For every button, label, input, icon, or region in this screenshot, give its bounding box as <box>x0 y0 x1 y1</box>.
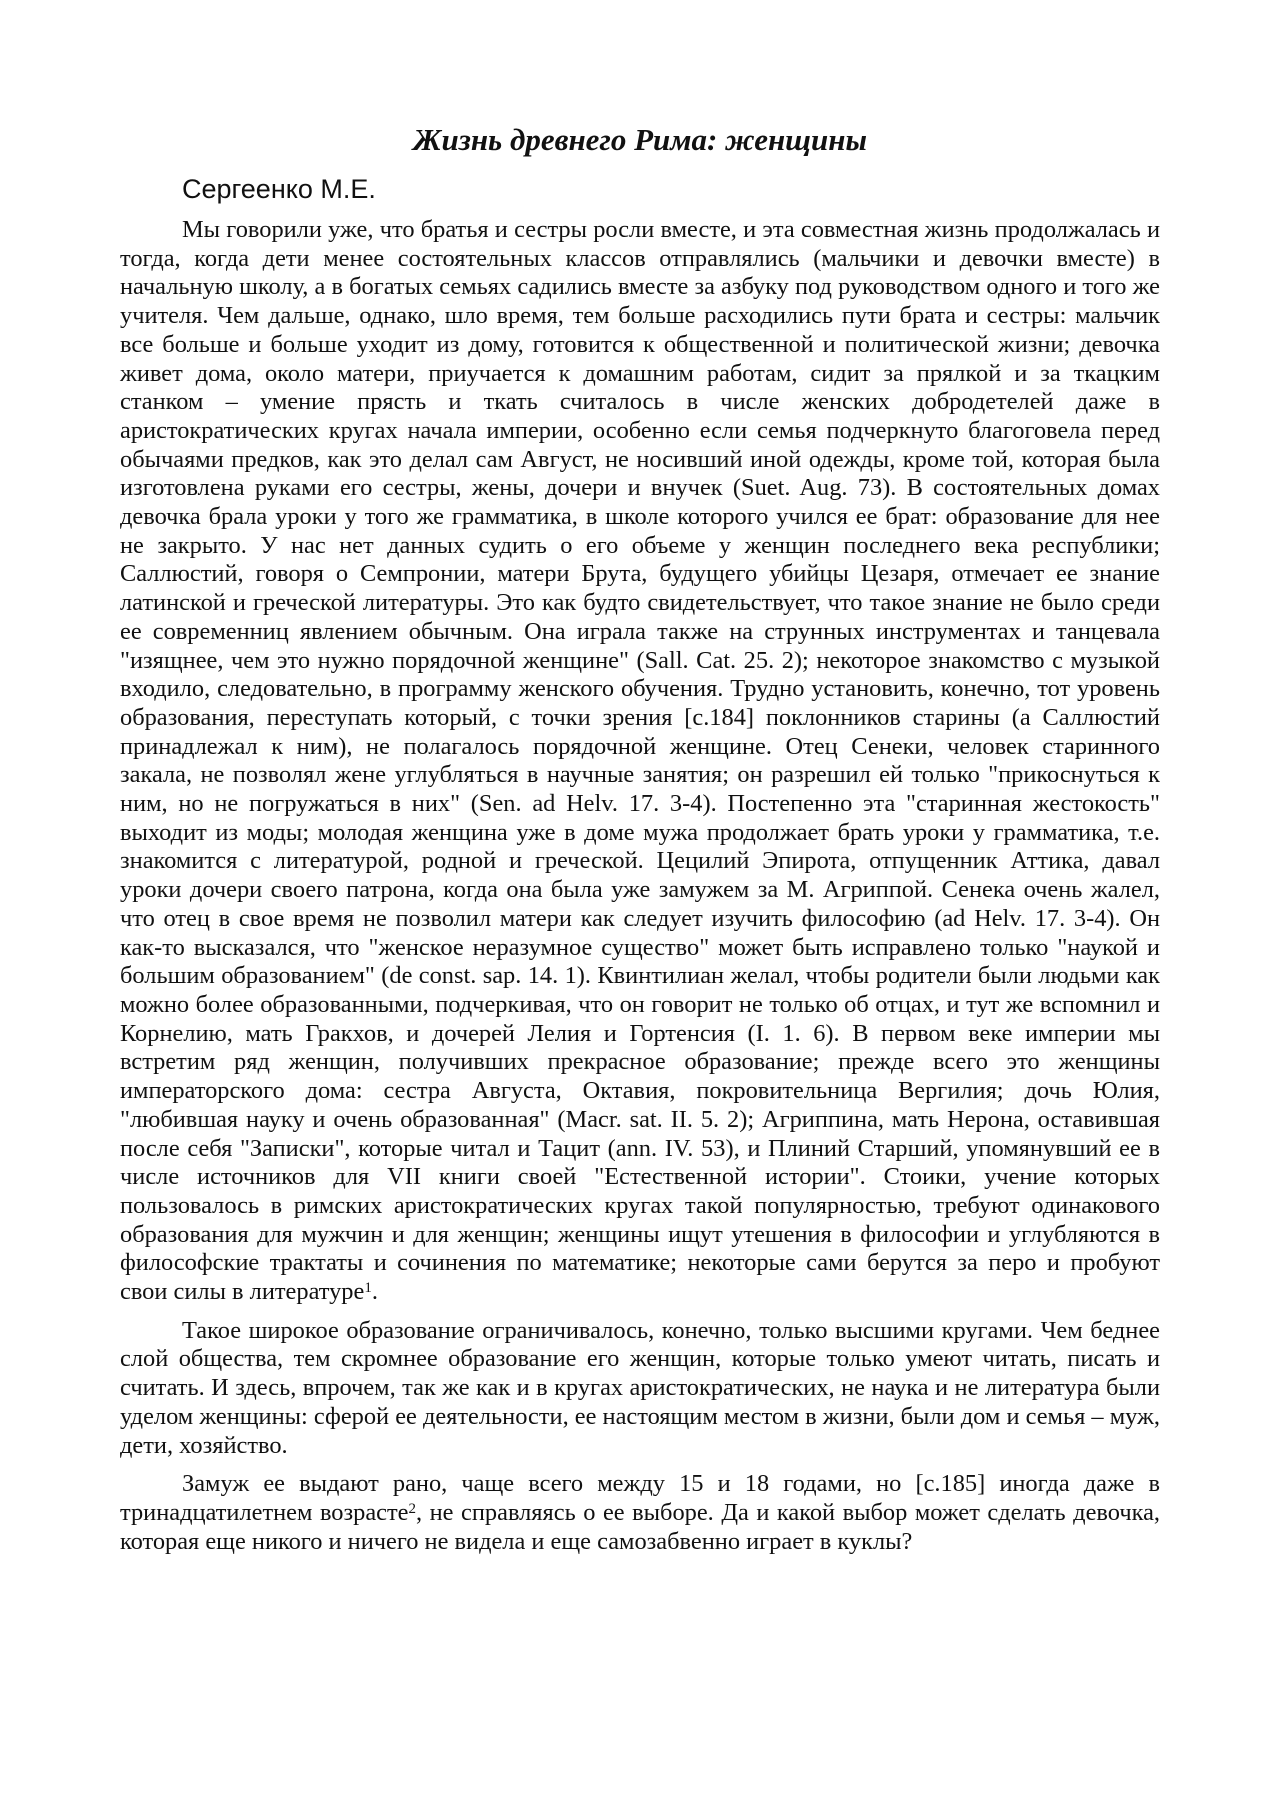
footnote-ref-1[interactable]: 1 <box>364 1280 372 1297</box>
paragraph-1 <box>120 216 1160 1307</box>
paragraph-1-end: . <box>371 1278 378 1306</box>
document-body <box>120 216 1160 1556</box>
document-author: Сергеенко М.Е. <box>182 174 376 204</box>
document-title: Жизнь древнего Рима: женщины <box>413 122 867 157</box>
paragraph-1-text: Мы говорили уже, что братья и сестры росли вместе, и эта совместная жизнь продолжалась и тогда, когда дети менее состоятельных классов отправлялись (мальчики и девочки вместе) в начальную школу, а в богатых семьях садились вместе за азбуку под руководством одного и того же учителя. Чем дальше, однако, шло время, тем больше расходились пути брата и сестры: мальчик все больше и больше уходит из дому, готовится к общественной и политической жизни; девочка живет дома, около матери, приучается к домашним работам, сидит за прялкой и за ткацким станком – умение прясть и ткать считалось в числе женских добродетелей даже в аристократических кругах начала империи, особенно если семья подчеркнуто благоговела перед обычаями предков, как это делал сам Август, не носивший иной одежды, кроме той, которая была изготовлена руками его сестры, жены, дочери и внучек (Suet. Aug. 73). В состоятельных домах девочка брала уроки у того же грамматика, в школе которого учился ее брат: образование для нее не закрыто. У нас нет данных судить о его объеме у женщин последнего века республики; Саллюстий, говоря о Семпронии, матери Брута, будущего убийцы Цезаря, отмечает ее знание латинской и греческой литературы. Это как будто свидетельствует, что такое знание не было среди ее современниц явлением обычным. Она играла также на струнных инструментах и танцевала "изящнее, чем это нужно порядочной женщине" (Sall. Cat. 25. 2); некоторое знакомство с музыкой входило, следовательно, в программу женского обучения. Трудно установить, конечно, тот уровень образования, переступать который, с точки зрения [с.184] поклонников старины (а Саллюстий принадлежал к ним), не полагалось порядочной женщине. Отец Сенеки, человек старинного закала, не позволял жене углубляться в научные занятия; он разрешил ей только "прикоснуться к ним, но не погружаться в них" (Sen. ad Helv. 17. 3-4). Постепенно эта "старинная жестокость" выходит из моды; молодая женщина уже в доме мужа продолжает брать уроки у грамматика, т.е. знакомится с литературой, родной и греческой. Цецилий Эпирота, отпущенник Аттика, давал уроки дочери своего патрона, когда она была уже замужем за М. Агриппой. Сенека очень жалел, что отец в свое время не позволил матери как следует изучить философию (ad Helv. 17. 3-4). Он как-то высказался, что "женское неразумное существо" может быть исправлено только "наукой и большим образованием" (de const. sap. 14. 1). Квинтилиан желал, чтобы родители были людьми как можно более образованными, подчеркивая, что он говорит не только об отцах, и тут же вспомнил и Корнелию, мать Гракхов, и дочерей Лелия и Гортенсия (I. 1. 6). В первом веке империи мы встретим ряд женщин, получивших прекрасное образование; прежде всего это женщины императорского дома: сестра Августа, Октавия, покровительница Вергилия; дочь Юлия, "любившая науку и очень образованная" (Macr. sat. II. 5. 2); Агриппина, мать Нерона, оставившая после себя "Записки", которые читал и Тацит (ann. IV. 53), и Плиний Старший, упомянувший ее в числе источников для VII книги своей "Естественной истории". Стоики, учение которых пользовалось в римских аристократических кругах такой популярностью, требуют одинакового образования для мужчин и для женщин; женщины ищут утешения в философии и углубляются в философские трактаты и сочинения по математике; некоторые сами берутся за перо и пробуют свои силы в литературе <box>120 216 1160 1306</box>
paragraph-3 <box>120 1470 1160 1556</box>
paragraph-2 <box>120 1317 1160 1461</box>
paragraph-3-text: Замуж ее выдают рано, чаще всего между 15 и 18 годами, но [с.185] иногда даже в тринадцатилетнем возрасте <box>120 1470 1160 1526</box>
footnote-ref-2[interactable]: 2 <box>408 1500 416 1517</box>
paragraph-3-end: , не справляясь о ее выборе. Да и какой выбор может сделать девочка, которая еще никого и ничего не видела и еще самозабвенно играет в куклы? <box>120 1498 1161 1555</box>
paragraph-2-text: Такое широкое образование ограничивалось, конечно, только высшими кругами. Чем беднее слой общества, тем скромнее образование его женщин, которые только умеют читать, писать и считать. И здесь, впрочем, так же как и в кругах аристократических, не наука и не литература были уделом женщины: сферой ее деятельности, ее настоящим местом в жизни, были дом и семья – муж, дети, хозяйство. <box>120 1316 1160 1459</box>
